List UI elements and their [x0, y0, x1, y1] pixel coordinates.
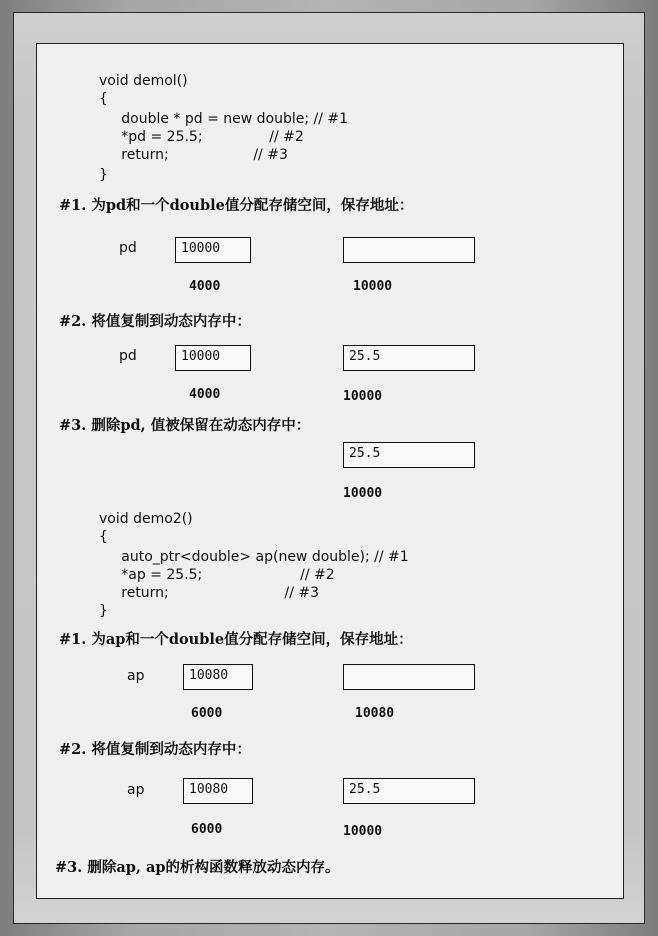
- code-line: *ap = 25.5; // #2: [99, 567, 335, 583]
- heap-cell: [343, 664, 475, 690]
- pointer-name: ap: [127, 668, 145, 684]
- step-heading: #2. 将值复制到动态内存中：: [59, 741, 251, 758]
- figure-panel: [13, 12, 645, 924]
- code-line: {: [99, 529, 108, 545]
- pointer-cell: 10000: [175, 345, 251, 371]
- pointer-address: 4000: [189, 387, 221, 402]
- code-line: }: [99, 167, 108, 183]
- pointer-cell: 10080: [183, 664, 253, 690]
- heap-cell: 25.5: [343, 442, 475, 468]
- code-line: return; // #3: [99, 585, 320, 601]
- code-line: *pd = 25.5; // #2: [99, 129, 304, 145]
- heap-address: 10000: [343, 389, 383, 404]
- code-line: return; // #3: [99, 147, 288, 163]
- step-heading: #1. 为pd和一个double值分配存储空间，保存地址：: [59, 197, 414, 214]
- pointer-address: 6000: [191, 822, 223, 837]
- step-heading: #1. 为ap和一个double值分配存储空间，保存地址：: [59, 631, 413, 648]
- heap-address: 10080: [355, 706, 395, 721]
- step-heading: #3. 删除ap, ap的析构函数释放动态内存。: [55, 859, 340, 876]
- pointer-cell: 10080: [183, 778, 253, 804]
- heap-cell: 25.5: [343, 345, 475, 371]
- pointer-name: pd: [119, 348, 137, 364]
- code-line: }: [99, 603, 108, 619]
- heap-cell: [343, 237, 475, 263]
- pointer-name: ap: [127, 782, 145, 798]
- heap-address: 10000: [343, 486, 383, 501]
- pointer-address: 6000: [191, 706, 223, 721]
- code-line: {: [99, 91, 108, 107]
- step-heading: #2. 将值复制到动态内存中：: [59, 313, 251, 330]
- pointer-cell: 10000: [175, 237, 251, 263]
- code-line: auto_ptr<double> ap(new double); // #1: [99, 549, 409, 565]
- heap-address: 10000: [353, 279, 393, 294]
- step-heading: #3. 删除pd, 值被保留在动态内存中：: [59, 417, 311, 434]
- code-line: double * pd = new double; // #1: [99, 111, 349, 127]
- code-line: void demo2(): [99, 511, 193, 527]
- heap-cell: 25.5: [343, 778, 475, 804]
- pointer-name: pd: [119, 240, 137, 256]
- code-line: void demol(): [99, 73, 188, 89]
- pointer-address: 4000: [189, 279, 221, 294]
- diagram-card: [36, 43, 624, 899]
- heap-address: 10000: [343, 824, 383, 839]
